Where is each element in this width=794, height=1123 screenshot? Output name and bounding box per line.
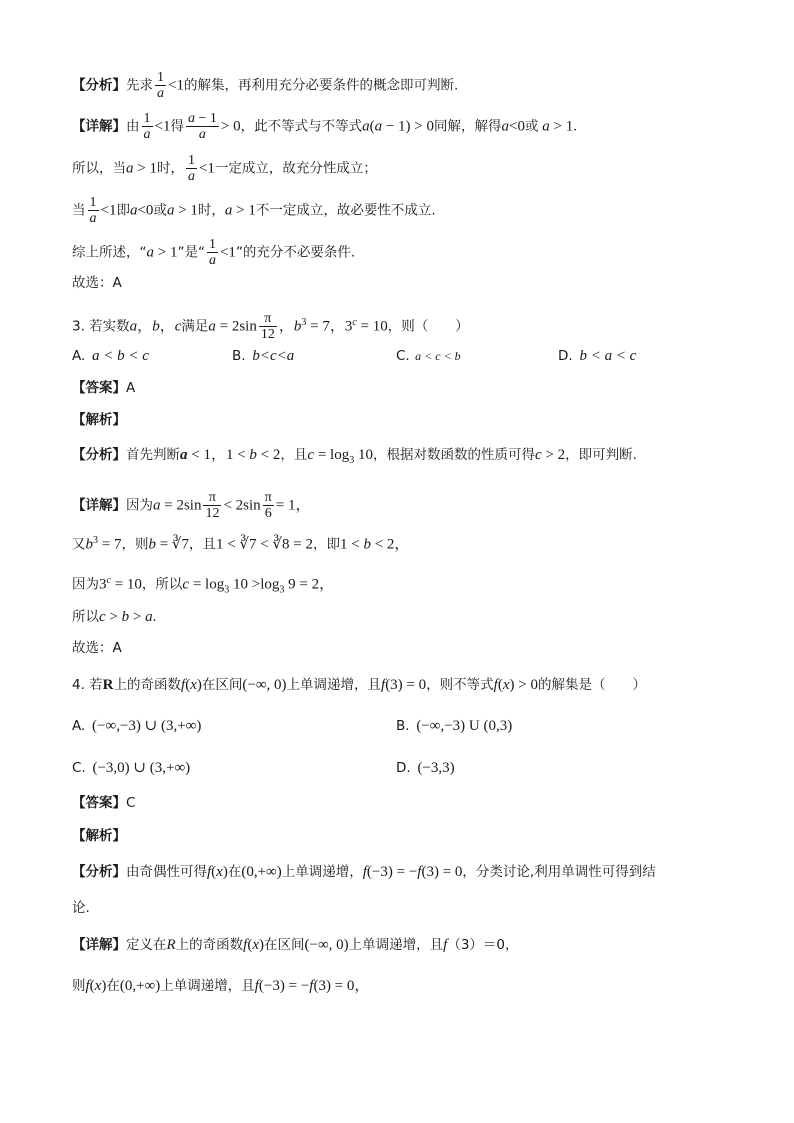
q4-option-b: B. (−∞,−3) U (0,3) — [396, 718, 513, 734]
q3-detail-line-1: 【详解】因为a = 2sin $\frac{\pi}{12}$ < 2sin $\frac{\pi}{6}$ = 1， — [72, 490, 311, 521]
q4-detail-line-2: 则f(x)在(0,+∞)上单调递增，且f(−3) = −f(3) = 0， — [72, 978, 370, 994]
q3-answer-value: A — [126, 380, 136, 396]
q2-choose-line: 故选：A — [72, 275, 122, 291]
q2-analysis-line: 【分析】先求 $\frac{1}{a}$ <1的解集，再利用充分必要条件的概念即可判断. — [72, 70, 459, 101]
q3-analysis-line: 【分析】首先判断a < 1，1 < b < 2，且$c = \log_3 10$，根据对数函数的性质可得c > 2，即可判断. — [72, 447, 637, 466]
q3-detail-line-3: 因为$3^c = 10$，所以$c = \log_3 10 >\log_3$ 9 = 2， — [72, 575, 335, 596]
q3-option-c: C. a < c < b — [396, 348, 461, 364]
q4-option-c: C. (−3,0) ∪ (3,+∞) — [72, 760, 191, 776]
q4-answer-line: 【答案】C — [72, 795, 136, 811]
q2-summary-line: 综上所述，“a > 1”是“ $\frac{1}{a}$ <1”的充分不必要条件. — [72, 237, 356, 268]
q3-stem: 3. 若实数a，b，c满足a = 2sin $\frac{\pi}{12}$ ，$b^3 = 7$，$3^c = 10$，则（ ） — [72, 311, 469, 342]
q3-detail-line-4: 所以c > b > a. — [72, 609, 157, 625]
q4-detail-line-1: 【详解】定义在R上的奇函数f(x)在区间(−∞, 0)上单调递增，且f（3）＝0， — [72, 937, 519, 953]
q4-analysis-line: 【分析】由奇偶性可得f(x)在(0,+∞)上单调递增，f(−3) = −f(3) = 0，分类讨论,利用单调性可得到结 — [72, 864, 656, 880]
detail-tag: 【详解】 — [72, 118, 126, 135]
q3-explain-line — [72, 410, 126, 430]
q4-answer-value: C — [126, 795, 136, 811]
q4-stem: 4. 若R上的奇函数f(x)在区间(−∞, 0)上单调递增，且f(3) = 0，则不等式f(x) > 0的解集是（ ） — [72, 677, 646, 693]
q4-option-d: D. (−3,3) — [396, 760, 455, 776]
analysis-tag: 【分析】 — [72, 77, 126, 94]
q3-option-a: A. a < b < c — [72, 348, 149, 364]
q3-option-d: D. b < a < c — [558, 348, 637, 364]
q4-option-a: A. (−∞,−3) ∪ (3,+∞) — [72, 718, 202, 734]
explain-tag: 【解析】 — [72, 412, 126, 428]
q3-detail-line-2: 又$b^3 = 7$，则b = ∛7，且1 < ∛7 < ∛8 = 2，即1 < b < 2， — [72, 535, 410, 553]
q3-option-b: B. b<c<a — [232, 348, 295, 364]
fraction: $\frac{1}{a}$ — [157, 70, 164, 101]
q4-explain-line: 【解析】 — [72, 828, 126, 844]
q4-analysis-line-2: 论. — [72, 900, 90, 916]
q2-detail-line-2: 所以，当a > 1时， $\frac{1}{a}$ <1一定成立，故充分性成立； — [72, 153, 377, 184]
q2-detail-line: 【详解】由 $\frac{1}{a}$ <1得 $\frac{a - 1}{a}$ > 0，此不等式与不等式a(a − 1) > 0同解，解得a<0或 a > 1. — [72, 111, 577, 142]
q3-answer-line — [72, 378, 135, 398]
q2-detail-line-3: 当 $\frac{1}{a}$ <1即a<0或a > 1时，a > 1不一定成立，故必要性不成立. — [72, 195, 436, 226]
q3-choose-line: 故选：A — [72, 640, 122, 656]
answer-tag: 【答案】 — [72, 380, 126, 396]
